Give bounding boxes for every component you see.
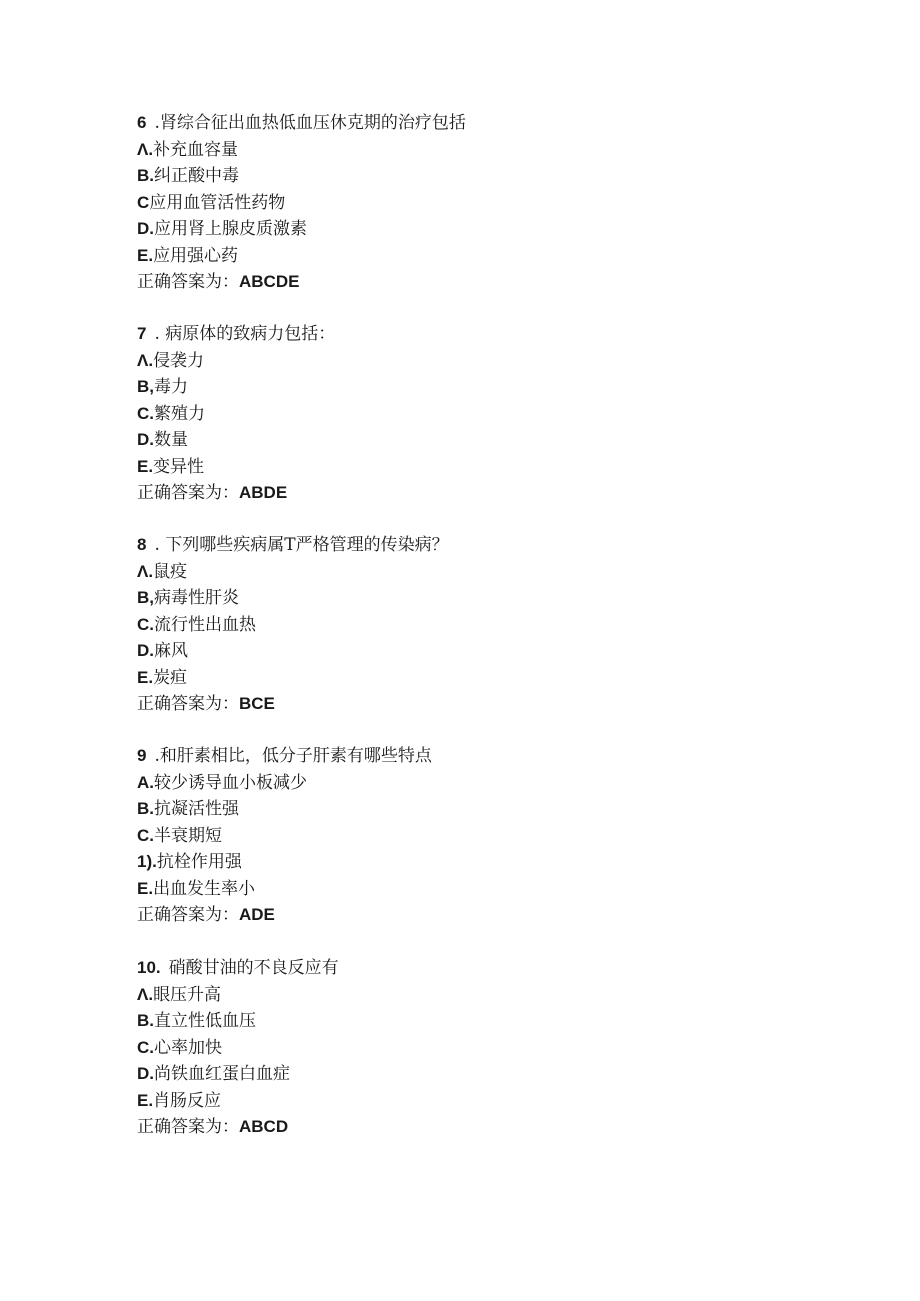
option-letter: B.: [137, 1011, 154, 1030]
answer-line: [137, 480, 837, 507]
option-c: [137, 190, 837, 217]
question-9: [137, 743, 837, 929]
answer-value: ABDE: [239, 483, 288, 502]
option-letter: A.: [137, 772, 154, 792]
question-stem: [137, 955, 837, 982]
option-a: [137, 559, 837, 586]
option-letter: D.: [137, 641, 154, 660]
question-number: 6: [137, 113, 147, 132]
question-number: 10.: [137, 958, 161, 977]
option-b: [137, 163, 837, 190]
option-text: 直立性低血压: [154, 1011, 256, 1031]
answer-line: [137, 1114, 837, 1141]
option-c: [137, 823, 837, 850]
option-text: 抗栓作用强: [156, 852, 242, 872]
answer-label: 正确答案为：: [137, 272, 239, 292]
question-text: . 病原体的致病力包括：: [154, 324, 336, 344]
question-number: 8: [137, 535, 147, 554]
option-letter: E.: [137, 456, 154, 476]
question-text: .和肝素相比，低分子肝素有哪些特点: [154, 746, 432, 766]
option-letter: B,: [137, 588, 154, 607]
option-text: 鼠疫: [153, 561, 188, 582]
option-text: 眼压升高: [153, 984, 222, 1005]
answer-value: BCE: [239, 694, 275, 713]
option-letter: E.: [137, 1090, 154, 1110]
option-text: 肖肠反应: [153, 1090, 222, 1111]
option-b: [137, 796, 837, 823]
option-text: 繁殖力: [154, 403, 205, 424]
option-e: [137, 454, 837, 481]
option-letter: E.: [137, 878, 154, 898]
option-c: [137, 401, 837, 428]
answer-value: ABCD: [239, 1117, 289, 1136]
option-text: 变异性: [153, 456, 205, 477]
answer-value: ABCDE: [239, 272, 300, 291]
option-text: 纠正酸中毒: [154, 166, 239, 186]
option-letter: C: [137, 192, 150, 212]
option-letter: D.: [137, 1064, 154, 1083]
question-6: [137, 110, 837, 296]
option-text: 较少诱导血小板减少: [154, 772, 307, 793]
option-e: [137, 243, 837, 270]
option-letter: C.: [137, 825, 154, 845]
option-text: 麻风: [154, 641, 188, 661]
option-c: [137, 1035, 837, 1062]
option-text: 抗凝活性强: [154, 799, 239, 819]
question-stem: [137, 743, 837, 770]
option-letter: B.: [137, 166, 154, 185]
option-letter: B.: [137, 799, 154, 818]
option-letter: Λ.: [137, 350, 154, 370]
question-7: [137, 321, 837, 507]
question-text: .肾综合征出血热低血压休克期的治疗包括: [154, 113, 466, 133]
answer-label: 正确答案为：: [137, 694, 239, 714]
option-text: 流行性出血热: [154, 614, 256, 635]
option-text: 应用肾上腺皮质激素: [154, 219, 307, 239]
option-a: [137, 348, 837, 375]
option-d: [137, 427, 837, 454]
option-letter: Λ.: [137, 139, 154, 159]
option-a: [137, 770, 837, 797]
option-letter: C.: [137, 614, 154, 634]
option-text: 数量: [154, 430, 188, 450]
option-letter: C.: [137, 1037, 154, 1057]
option-a: [137, 982, 837, 1009]
option-text: 应用强心药: [153, 245, 239, 266]
option-c: [137, 612, 837, 639]
question-text: . 下列哪些疾病属T严格管理的传染病？: [154, 535, 449, 555]
option-letter: E.: [137, 245, 154, 265]
option-e: [137, 665, 837, 692]
option-text: 应用血管活性药物: [149, 192, 286, 213]
option-text: 半衰期短: [154, 825, 222, 846]
option-text: 毒力: [154, 377, 188, 397]
option-b: [137, 374, 837, 401]
option-text: 心率加快: [154, 1037, 222, 1058]
option-text: 炭疸: [153, 667, 188, 688]
option-d: [137, 1061, 837, 1088]
question-number: 7: [137, 324, 147, 343]
question-8: [137, 532, 837, 718]
answer-line: [137, 691, 837, 718]
option-letter: 1).: [137, 852, 157, 871]
option-text: 病毒性肝炎: [154, 588, 239, 608]
option-a: [137, 137, 837, 164]
option-text: 侵袭力: [153, 350, 205, 371]
option-text: 补充血容量: [153, 139, 239, 160]
option-d: [137, 638, 837, 665]
answer-line: [137, 269, 837, 296]
option-b: [137, 1008, 837, 1035]
answer-label: 正确答案为：: [137, 1117, 239, 1137]
option-text: 尚铁血红蛋白血症: [154, 1064, 290, 1084]
option-d: [137, 849, 837, 876]
option-e: [137, 1088, 837, 1115]
answer-label: 正确答案为：: [137, 483, 239, 503]
option-text: 出血发生率小: [153, 878, 256, 899]
question-stem: [137, 110, 837, 137]
question-number: 9: [137, 746, 147, 765]
option-letter: D.: [137, 219, 154, 238]
option-e: [137, 876, 837, 903]
option-letter: Λ.: [137, 561, 154, 581]
question-stem: [137, 532, 837, 559]
question-text: 硝酸甘油的不良反应有: [168, 958, 339, 978]
option-letter: B,: [137, 377, 154, 396]
question-10: [137, 955, 837, 1141]
option-b: [137, 585, 837, 612]
question-stem: [137, 321, 837, 348]
option-d: [137, 216, 837, 243]
answer-label: 正确答案为：: [137, 905, 239, 925]
answer-line: [137, 902, 837, 929]
option-letter: C.: [137, 403, 154, 423]
answer-value: ADE: [239, 905, 275, 924]
option-letter: Λ.: [137, 984, 154, 1004]
option-letter: E.: [137, 667, 154, 687]
option-letter: D.: [137, 430, 154, 449]
